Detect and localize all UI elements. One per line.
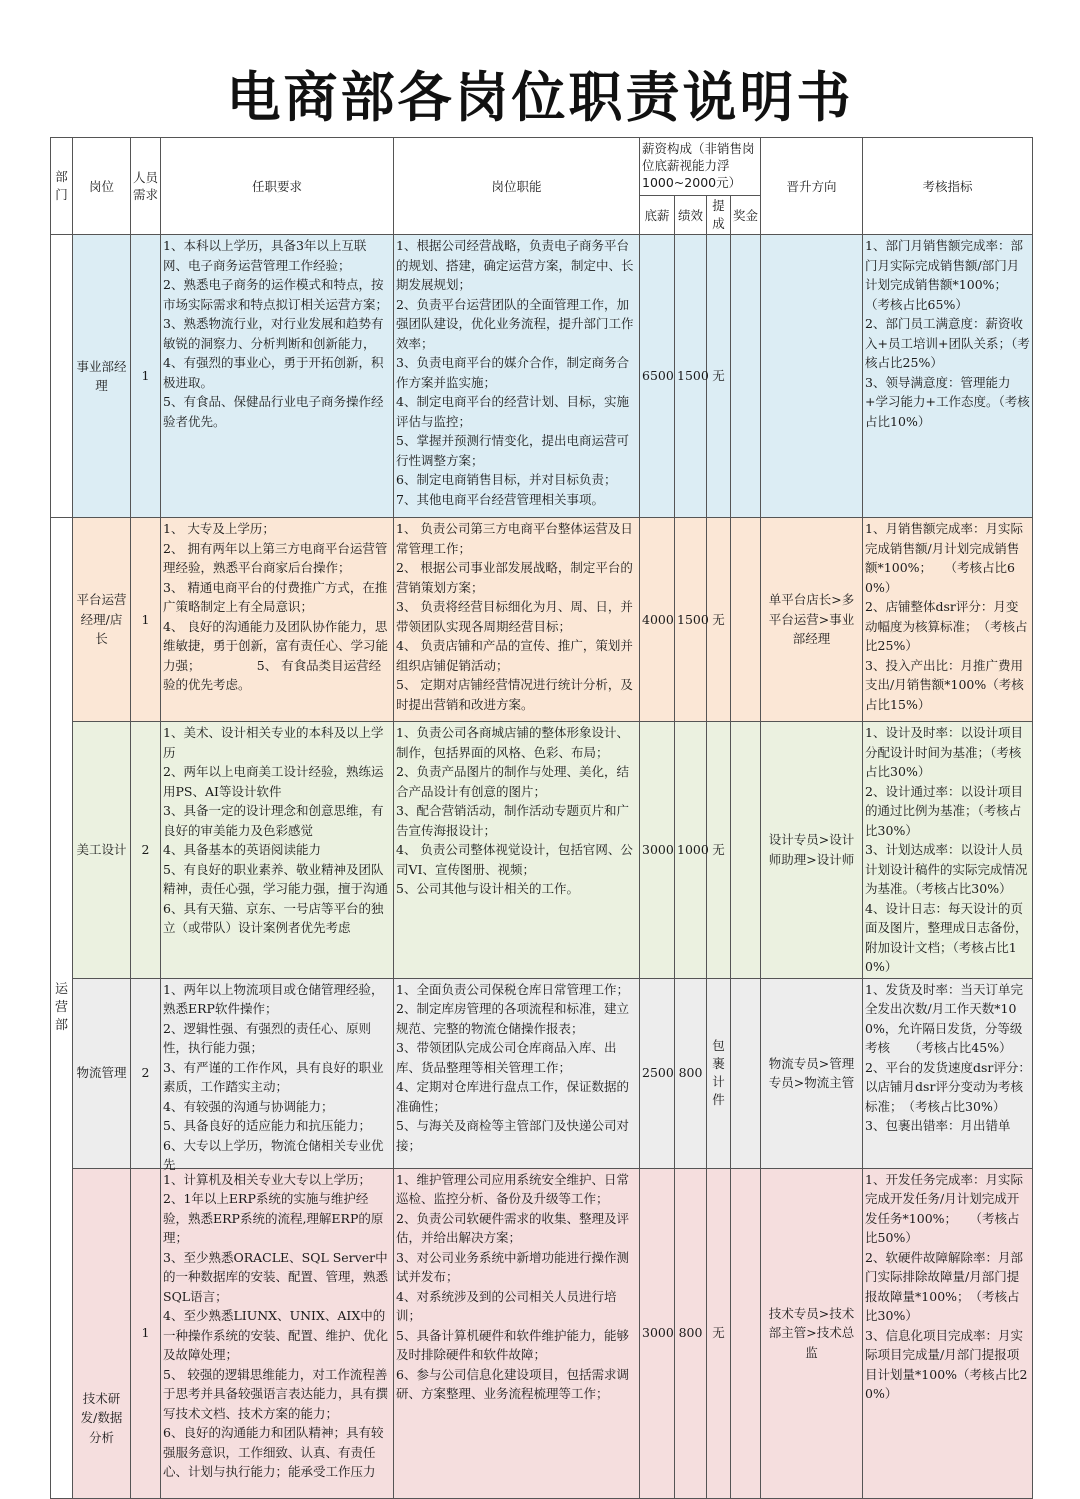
commission-cell: 无 bbox=[707, 1168, 731, 1498]
kpi-cell: 1、开发任务完成率：月实际完成开发任务/月计划完成开发任务*100%； （考核占比50%） 2、软硬件故障解除率：月部门实际排除故障量/月部门提报故障量*100%； （考核占比30%） 3、信息化项目完成率：月实际项目完成量/月部门提报项目计划量*100%（考核占比20%） bbox=[863, 1168, 1033, 1498]
base-salary-cell: 4000 bbox=[640, 518, 675, 722]
commission-cell: 无 bbox=[707, 235, 731, 518]
headcount-cell: 1 bbox=[131, 518, 161, 722]
commission-cell: 无 bbox=[707, 518, 731, 722]
header-commission: 提成 bbox=[707, 196, 731, 235]
table-row bbox=[51, 978, 1033, 1168]
requirements-cell: 1、 大专及上学历； 2、 拥有两年以上第三方电商平台运营管理经验，熟悉平台商家后台操作； 3、 精通电商平台的付费推广方式，在推广策略制定上有全局意识； 4、 良好的沟通能力及团队协作能力，思维敏捷，勇于创新，富有责任心、学习能力强； 5、 有食品类目运营经验的优先考虑。 bbox=[161, 518, 394, 722]
bonus-cell bbox=[731, 978, 761, 1168]
table-row bbox=[51, 518, 1033, 722]
base-salary-cell: 2500 bbox=[640, 978, 675, 1168]
header-base: 底薪 bbox=[640, 196, 675, 235]
page-title: 电商部各岗位职责说明书 bbox=[226, 66, 854, 129]
dept-cell-empty bbox=[51, 235, 73, 518]
header-bonus: 奖金 bbox=[731, 196, 761, 235]
job-responsibility-table bbox=[50, 137, 1033, 1499]
header-duties: 岗位职能 bbox=[394, 138, 640, 235]
headcount-cell: 1 bbox=[131, 1168, 161, 1498]
headcount-cell: 2 bbox=[131, 978, 161, 1168]
perf-cell: 1000 bbox=[675, 722, 707, 979]
header-dept: 部门 bbox=[51, 138, 73, 235]
commission-cell: 无 bbox=[707, 722, 731, 979]
position-cell: 美工设计 bbox=[73, 722, 131, 979]
duties-cell: 1、负责公司各商城店铺的整体形象设计、制作，包括界面的风格、色彩、布局； 2、负责产品图片的制作与处理、美化，结合产品设计有创意的图片； 3、配合营销活动，制作活动专题页片和广告宣传海报设计； 4、 负责公司整体视觉设计，包括官网、公司VI、宣传图册、视频； 5、公司其他与设计相关的工作。 bbox=[394, 722, 640, 979]
promotion-cell: 单平台店长>多平台运营>事业部经理 bbox=[761, 518, 863, 722]
header-requirements: 任职要求 bbox=[161, 138, 394, 235]
commission-cell: 包裹计件 bbox=[707, 978, 731, 1168]
bonus-cell bbox=[731, 518, 761, 722]
requirements-cell: 1、两年以上物流项目或仓储管理经验，熟悉ERP软件操作； 2、逻辑性强、有强烈的责任心、原则性，执行能力强； 3、有严谨的工作作风，具有良好的职业素质，工作踏实主动； 4、有较强的沟通与协调能力； 5、具备良好的适应能力和抗压能力； 6、大专以上学历，物流仓储相关专业优先 bbox=[161, 978, 394, 1168]
dept-cell: 运营部 bbox=[51, 518, 73, 1499]
headcount-cell: 1 bbox=[131, 235, 161, 518]
requirements-cell: 1、美术、设计相关专业的本科及以上学历 2、两年以上电商美工设计经验，熟练运用PS、AI等设计软件 3、具备一定的设计理念和创意思维，有良好的审美能力及色彩感觉 4、具备基本的英语阅读能力 5、有良好的职业素养、敬业精神及团队精神，责任心强，学习能力强，擅于沟通 6、具有天猫、京东、一号店等平台的独立（或带队）设计案例者优先考虑 bbox=[161, 722, 394, 979]
bonus-cell bbox=[731, 1168, 761, 1498]
requirements-cell: 1、计算机及相关专业大专以上学历； 2、1年以上ERP系统的实施与维护经验，熟悉ERP系统的流程,理解ERP的原理； 3、至少熟悉ORACLE、SQL Server中的一种数据库的安装、配置、管理，熟悉SQL语言； 4、至少熟悉LIUNX、UNIX、AIX中的一种操作系统的安装、配置、维护、优化及故障处理； 5、 较强的逻辑思维能力，对工作流程善于思考并具备较强语言表达能力，具有撰写技术文档、技术方案的能力； 6、良好的沟通能力和团队精神；具有较强服务意识，工作细致、认真、有责任心、计划与执行能力；能承受工作压力 bbox=[161, 1168, 394, 1498]
base-salary-cell: 3000 bbox=[640, 1168, 675, 1498]
kpi-cell: 1、设计及时率：以设计项目分配设计时间为基准；（考核占比30%） 2、设计通过率：以设计项目的通过比例为基准；（考核占比30%） 3、计划达成率：以设计人员计划设计稿件的实际完成情况为基准。（考核占比30%）4、设计日志：每天设计的页面及图片，整理成日志备份，附加设计文档；（考核占比10%） bbox=[863, 722, 1033, 979]
position-cell: 物流管理 bbox=[73, 978, 131, 1168]
perf-cell: 1500 bbox=[675, 235, 707, 518]
kpi-cell: 1、发货及时率：当天订单完全发出次数/月工作天数*100%，允许隔日发货，分等级考核 （考核占比45%） 2、平台的发货速度dsr评分： 以店铺月dsr评分变动为考核标准； （考核占比30%） 3、包裹出错率：月出错单 bbox=[863, 978, 1033, 1168]
position-cell: 平台运营经理/店长 bbox=[73, 518, 131, 722]
base-salary-cell: 6500 bbox=[640, 235, 675, 518]
duties-cell: 1、全面负责公司保税仓库日常管理工作； 2、制定库房管理的各项流程和标准，建立规范、完整的物流仓储操作报表； 3、带领团队完成公司仓库商品入库、出库、货品整理等相关管理工作； 4、定期对仓库进行盘点工作，保证数据的准确性； 5、与海关及商检等主管部门及快递公司对接； bbox=[394, 978, 640, 1168]
promotion-cell: 技术专员>技术部主管>技术总监 bbox=[761, 1168, 863, 1498]
kpi-cell: 1、月销售额完成率：月实际完成销售额/月计划完成销售额*100%； （考核占比60%） 2、店铺整体dsr评分：月变动幅度为核算标准； （考核占比25%） 3、投入产出比：月推广费用支出/月销售额*100%（考核占比15%） bbox=[863, 518, 1033, 722]
kpi-cell: 1、部门月销售额完成率：部门月实际完成销售额/部门月计划完成销售额*100%； （考核占比65%） 2、部门员工满意度：薪资收入+员工培训+团队关系；（考核占比25%） 3、领导满意度：管理能力+学习能力+工作态度。（考核占比10%） bbox=[863, 235, 1033, 518]
duties-cell: 1、根据公司经营战略，负责电子商务平台的规划、搭建，确定运营方案，制定中、长期发展规划； 2、负责平台运营团队的全面管理工作，加强团队建设，优化业务流程，提升部门工作效率； 3、负责电商平台的媒介合作，制定商务合作方案并监实施； 4、制定电商平台的经营计划、目标，实施评估与监控； 5、掌握并预测行情变化，提出电商运营可行性调整方案； 6、制定电商销售目标，并对目标负责； 7、其他电商平台经营管理相关事项。 bbox=[394, 235, 640, 518]
table-row bbox=[51, 235, 1033, 518]
table-row bbox=[51, 722, 1033, 979]
base-salary-cell: 3000 bbox=[640, 722, 675, 979]
requirements-cell: 1、本科以上学历，具备3年以上互联网、电子商务运营管理工作经验； 2、熟悉电子商务的运作模式和特点，按市场实际需求和特点拟订相关运营方案； 3、熟悉物流行业，对行业发展和趋势有敏锐的洞察力、分析判断和创新能力， 4、有强烈的事业心，勇于开拓创新，积极进取。 5、有食品、保健品行业电子商务操作经验者优先。 bbox=[161, 235, 394, 518]
duties-cell: 1、 负责公司第三方电商平台整体运营及日常管理工作； 2、 根据公司事业部发展战略，制定平台的营销策划方案； 3、 负责将经营目标细化为月、周、日，并带领团队实现各周期经营目标； 4、 负责店铺和产品的宣传、推广，策划并组织店铺促销活动； 5、 定期对店铺经营情况进行统计分析，及时提出营销和改进方案。 bbox=[394, 518, 640, 722]
header-headcount: 人员需求 bbox=[131, 138, 161, 235]
header-promotion: 晋升方向 bbox=[761, 138, 863, 235]
headcount-cell: 2 bbox=[131, 722, 161, 979]
header-salary-group: 薪资构成（非销售岗位底薪视能力浮1000~2000元） bbox=[640, 138, 761, 196]
position-cell: 技术研发/数据分析 bbox=[73, 1168, 131, 1498]
duties-cell: 1、维护管理公司应用系统安全维护、日常巡检、监控分析、备份及升级等工作； 2、负责公司软硬件需求的收集、整理及评估，并给出解决方案； 3、对公司业务系统中新增功能进行操作测试并发布； 4、对系统涉及到的公司相关人员进行培训； 5、具备计算机硬件和软件维护能力，能够及时排除硬件和软件故障； 6、参与公司信息化建设项目，包括需求调研、方案整理、业务流程梳理等工作； bbox=[394, 1168, 640, 1498]
bonus-cell bbox=[731, 235, 761, 518]
perf-cell: 800 bbox=[675, 1168, 707, 1498]
header-kpi: 考核指标 bbox=[863, 138, 1033, 235]
position-cell: 事业部经理 bbox=[73, 235, 131, 518]
promotion-cell: 物流专员>管理专员>物流主管 bbox=[761, 978, 863, 1168]
header-position: 岗位 bbox=[73, 138, 131, 235]
header-perf: 绩效 bbox=[675, 196, 707, 235]
perf-cell: 800 bbox=[675, 978, 707, 1168]
table-row bbox=[51, 1168, 1033, 1498]
promotion-cell: 设计专员>设计师助理>设计师 bbox=[761, 722, 863, 979]
promotion-cell bbox=[761, 235, 863, 518]
perf-cell: 1500 bbox=[675, 518, 707, 722]
bonus-cell bbox=[731, 722, 761, 979]
